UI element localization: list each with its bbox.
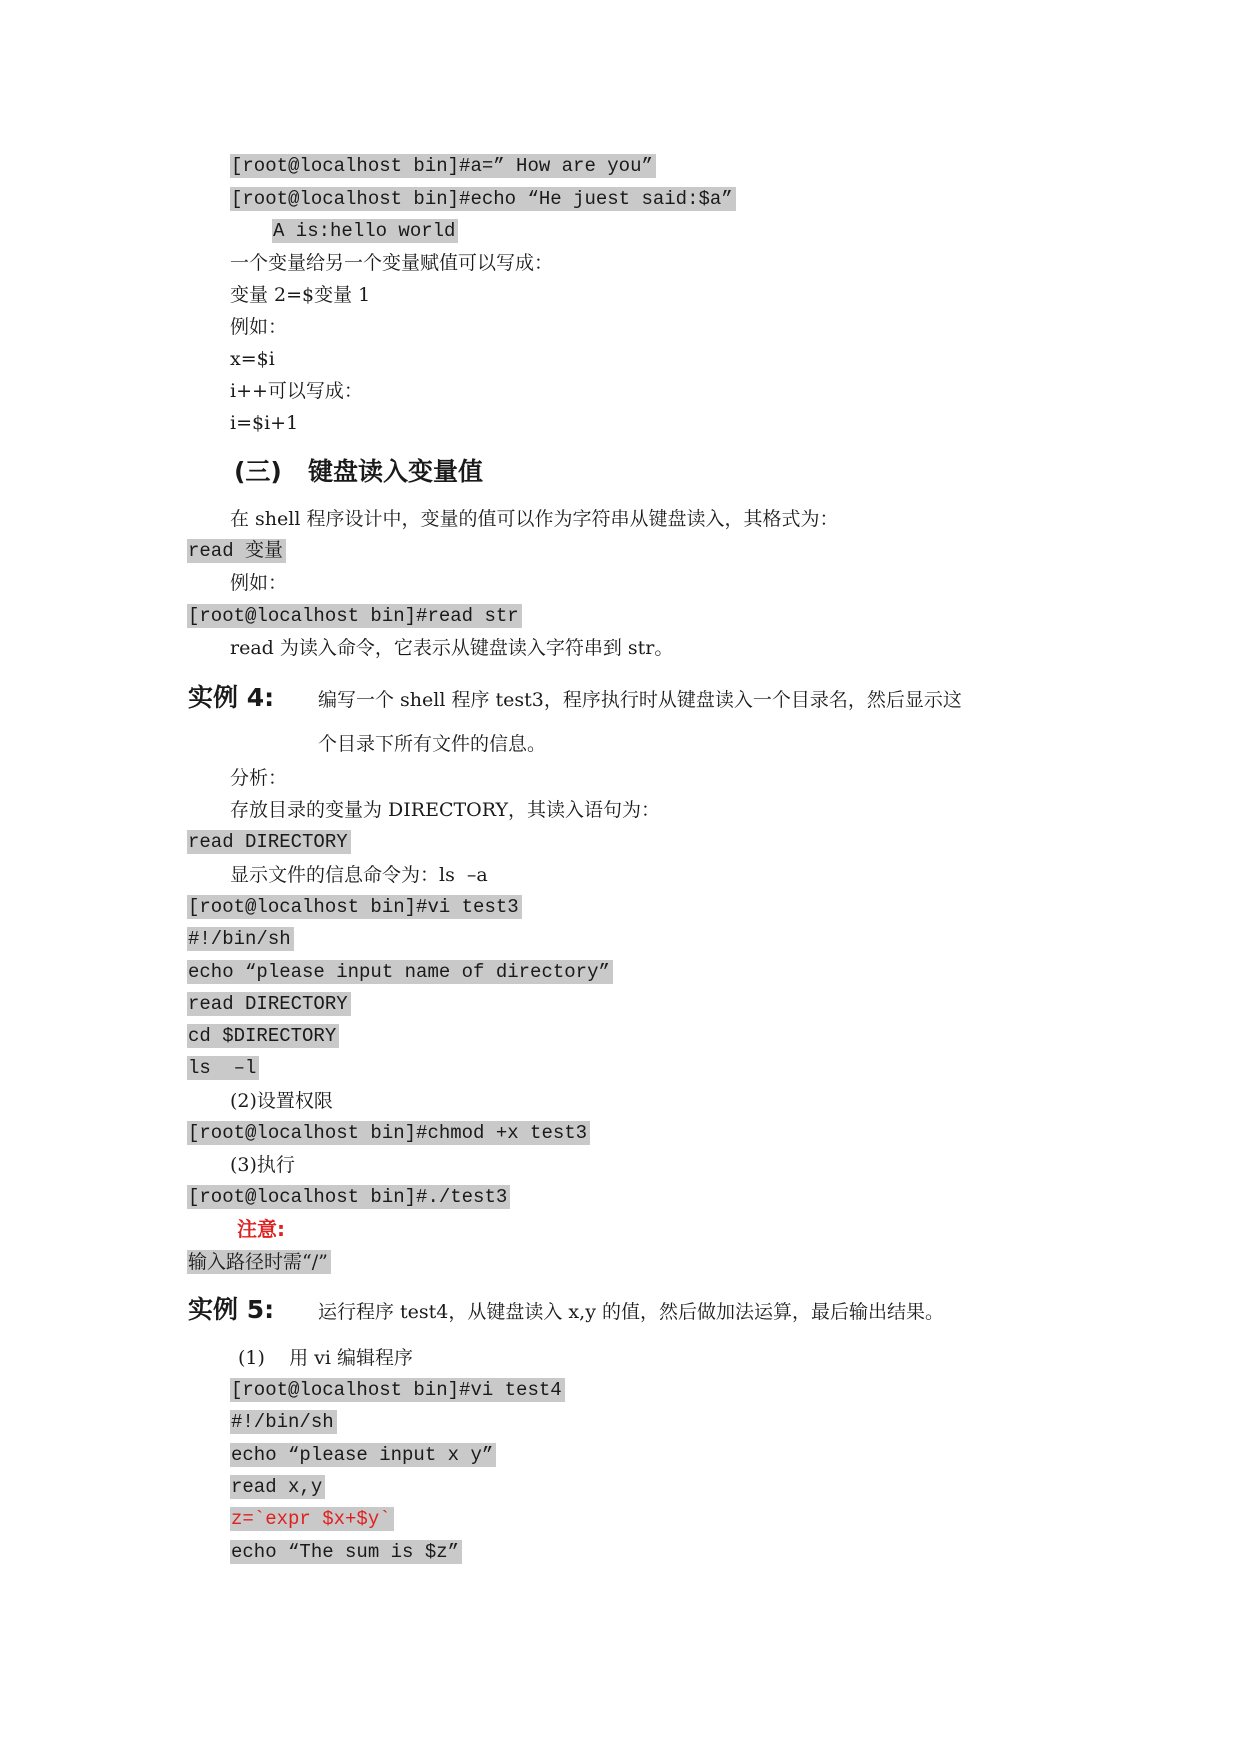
example-label: 实例 4: [188,683,275,712]
code-line: ls –l [187,1056,259,1080]
code-line: echo “The sum is $z” [230,1540,462,1564]
code-line: [root@localhost bin]#read str [187,604,522,628]
code-line: read x,y [230,1475,325,1499]
body-text: 例如： [230,572,288,594]
body-text: 存放目录的变量为 DIRECTORY，其读入语句为： [230,799,661,821]
note-text: 输入路径时需“/” [187,1250,331,1274]
code-line: #!/bin/sh [187,927,294,951]
body-text: 变量 2=$变量 1 [230,284,371,306]
code-output: A is:hello world [272,219,458,243]
code-line: [root@localhost bin]#vi test4 [230,1378,565,1402]
code-line: [root@localhost bin]#chmod +x test3 [187,1121,590,1145]
code-line: cd $DIRECTORY [187,1024,339,1048]
example-description: 编写一个 shell 程序 test3，程序执行时从键盘读入一个目录名，然后显示这 [318,689,962,711]
code-line: read 变量 [187,539,286,563]
body-text: 显示文件的信息命令为：ls –a [230,864,488,886]
body-text: 在 shell 程序设计中，变量的值可以作为字符串从键盘读入，其格式为： [230,508,839,530]
code-line: echo “please input x y” [230,1443,496,1467]
step-label: (1) 用 vi 编辑程序 [238,1347,413,1369]
example-description: 个目录下所有文件的信息。 [318,733,547,755]
code-line: read DIRECTORY [187,830,351,854]
code-line: #!/bin/sh [230,1410,337,1434]
body-text: x=$i [230,348,275,370]
step-label: (3)执行 [230,1154,295,1176]
note-label: 注意: [237,1217,285,1241]
body-text: i=$i+1 [230,412,299,434]
body-text: 例如： [230,316,288,338]
code-line-assign-a: [root@localhost bin]#a=” How are you” [230,154,656,178]
code-line: read DIRECTORY [187,992,351,1016]
code-line: [root@localhost bin]#./test3 [187,1185,510,1209]
body-text: 分析： [230,767,288,789]
body-text: read 为读入命令，它表示从键盘读入字符串到 str。 [230,637,674,659]
code-line: echo “please input name of directory” [187,960,613,984]
code-line-expr: z=`expr $x+$y` [230,1507,394,1531]
body-text: i++可以写成： [230,380,363,402]
code-line-echo: [root@localhost bin]#echo “He juest said:$a” [230,187,736,211]
example-label: 实例 5: [188,1295,275,1324]
code-line: [root@localhost bin]#vi test3 [187,895,522,919]
section-heading: (三) 键盘读入变量值 [234,457,483,486]
example-description: 运行程序 test4，从键盘读入 x,y 的值，然后做加法运算，最后输出结果。 [318,1301,944,1323]
step-label: (2)设置权限 [230,1090,333,1112]
body-text: 一个变量给另一个变量赋值可以写成： [230,252,554,274]
